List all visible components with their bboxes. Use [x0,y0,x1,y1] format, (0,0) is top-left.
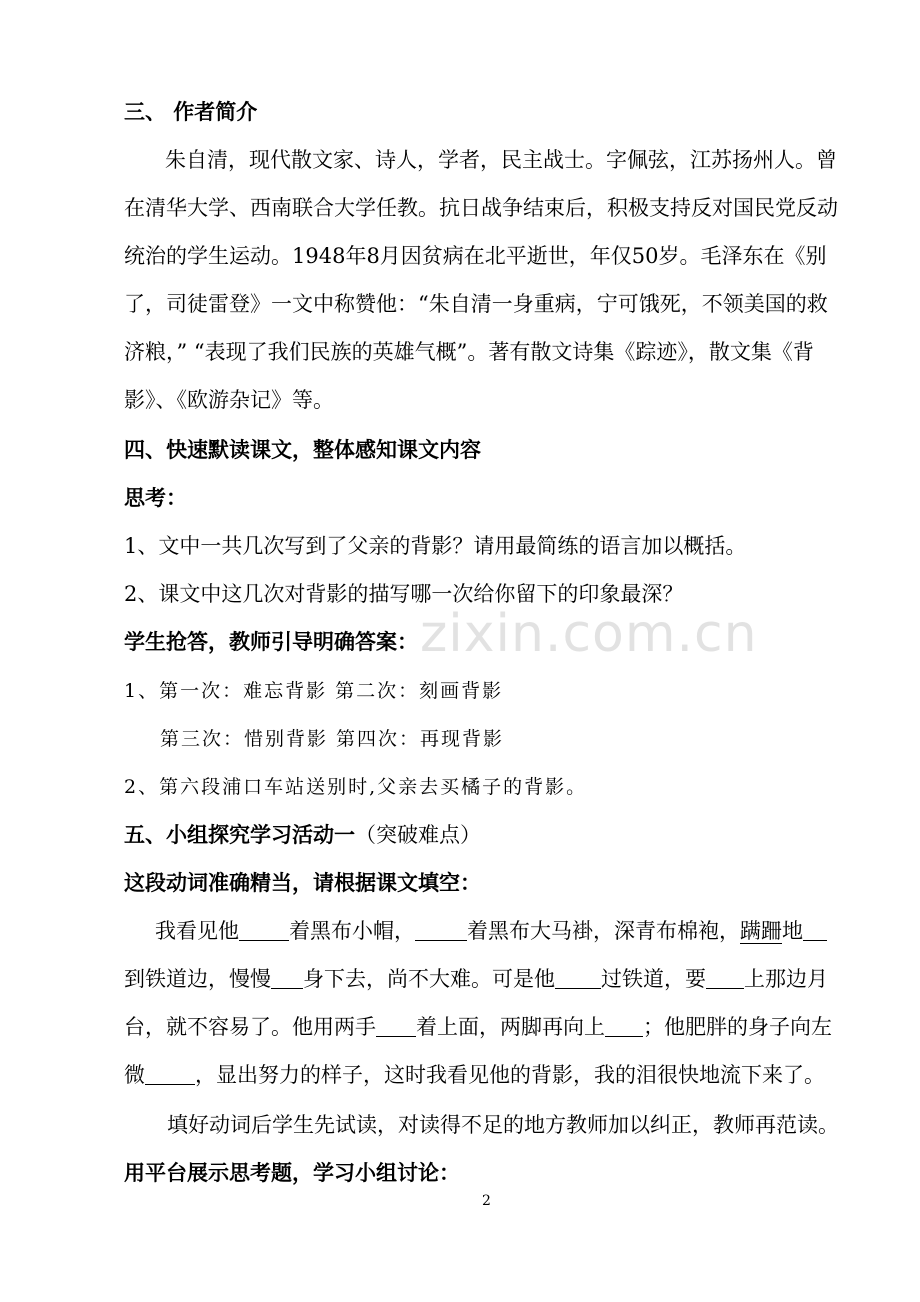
fill-text: ，显出努力的样子，这时我看见他的背影，我的泪很快地流下来了。 [195,1063,825,1087]
fill-text: 我看见他 [155,919,239,943]
fill-text: 着黑布大马褂，深青布棉袍， [467,919,740,943]
author-intro-line-1: 朱自清，现代散文家、诗人，学者，民主战士。字佩弦，江苏扬州人。曾 [165,148,837,172]
question-1: 1、文中一共几次写到了父亲的背影？请用最简练的语言加以概括。 [124,534,747,558]
fill-text: 着上面，两脚再向上 [416,1015,605,1039]
fill-instruction: 这段动词准确精当，请根据课文填空： [124,871,481,895]
fill-text: 地 [782,919,803,943]
fill-blank [271,966,303,989]
watermark: zixin.com.cn [420,604,758,664]
answer-3: 2、第六段浦口车站送别时,父亲去买橘子的背影。 [124,776,588,798]
fill-text: 到铁道边，慢慢 [124,967,271,991]
fill-text: 微 [124,1063,145,1087]
page-number: 2 [482,1193,491,1209]
fill-blank [415,918,467,941]
fill-text: 着黑布小帽， [289,919,415,943]
author-intro-line-6: 影》、《欧游杂记》等。 [124,388,334,412]
section-4-heading: 四、快速默读课文，整体感知课文内容 [124,438,481,462]
fill-blank [803,918,827,941]
underlined-word: 蹒跚 [740,919,782,943]
section-5-heading [124,820,481,850]
fill-text: 上那边月 [744,967,828,991]
fill-blank [145,1062,195,1085]
author-intro-line-5: 济粮，” “表现了我们民族的英雄气概”。著有散文诗集《踪迹》，散文集《背 [124,340,814,364]
author-intro-line-4: 了，司徒雷登》一文中称赞他：“朱自清一身重病，宁可饿死，不领美国的救 [124,292,828,316]
answer-heading: 学生抢答，教师引导明确答案： [124,630,418,654]
fill-blank [555,966,601,989]
answer-1: 1、第一次：难忘背影 第二次：刻画背影 [124,680,504,702]
question-2: 2、课文中这几次对背影的描写哪一次给你留下的印象最深？ [124,582,684,606]
fill-text: 身下去，尚不大难。可是他 [303,967,555,991]
fill-line-2 [124,964,828,994]
fill-blank [605,1014,643,1037]
fill-blank [376,1014,416,1037]
section-5-heading-paren: （突破难点） [355,823,481,847]
author-intro-line-3: 统治的学生运动。1948年8月因贫病在北平逝世，年仅50岁。毛泽东在《别 [124,244,827,268]
answer-2: 第三次：惜别背影 第四次：再现背影 [160,728,505,750]
fill-text: 过铁道，要 [601,967,706,991]
fill-line-1 [155,916,827,946]
fill-text: 台，就不容易了。他用两手 [124,1015,376,1039]
author-intro-line-2: 在清华大学、西南联合大学任教。抗日战争结束后，积极支持反对国民党反动 [124,196,838,220]
platform-discussion: 用平台展示思考题，学习小组讨论： [124,1161,460,1185]
fill-blank [239,918,289,941]
reading-instruction: 填好动词后学生先试读，对读得不足的地方教师加以纠正，教师再范读。 [167,1113,839,1137]
section-5-heading-text: 五、小组探究学习活动一 [124,823,355,847]
section-3-heading: 三、 作者简介 [124,100,258,124]
fill-line-3 [124,1012,832,1042]
think-label: 思考： [124,486,187,510]
fill-text: ；他肥胖的身子向左 [643,1015,832,1039]
fill-line-4 [124,1060,825,1090]
fill-blank [706,966,744,989]
